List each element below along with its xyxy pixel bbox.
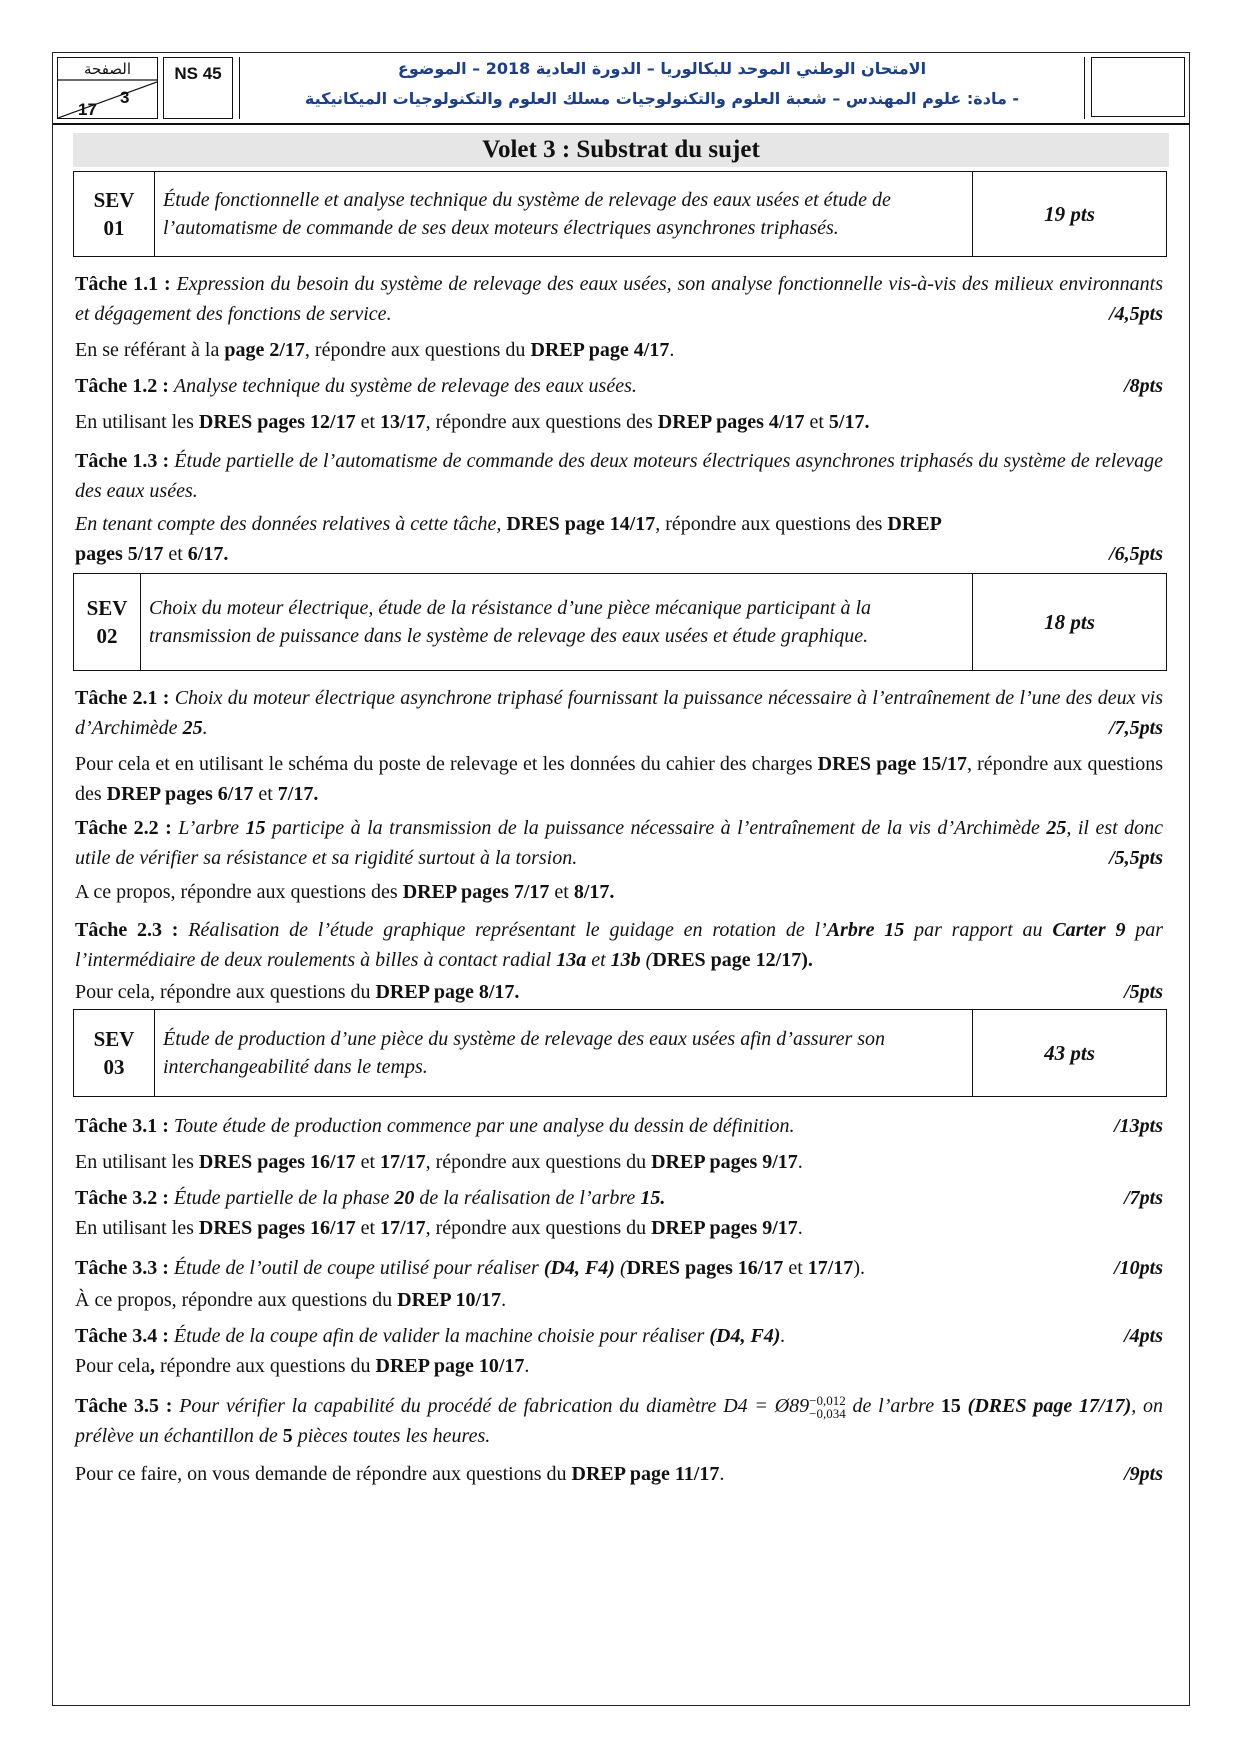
- task-2-3-points: /5pts: [1124, 981, 1163, 1003]
- task-1-3: Tâche 1.3 : Étude partielle de l’automatisme de commande des deux moteurs électriques asynchrones triphasés du système de relevage des eaux usées.: [75, 450, 1163, 502]
- sev-01-text: Étude fonctionnelle et analyse technique du système de relevage des eaux usées et étude de l’automatisme de commande de ses deux moteurs électriques asynchrones triphasés.: [155, 172, 973, 256]
- task-1-3-instruction: En tenant compte des données relatives à cette tâche, DRES page 14/17, répondre aux questions des DREP pages 5/17 et 6/17. /6,5pts: [75, 509, 1163, 569]
- task-2-2-points: /5,5pts: [1109, 847, 1163, 869]
- sev-02-code: SEV 02: [74, 574, 141, 670]
- task-2-1-points: /7,5pts: [1109, 717, 1163, 739]
- sev-02-points: 18 pts: [1044, 609, 1095, 634]
- exam-title-block: [239, 57, 1085, 119]
- task-1-2: Tâche 1.2 : Analyse technique du système de relevage des eaux usées. /8pts: [75, 371, 1163, 401]
- page-number-box: [57, 57, 158, 119]
- task-3-4: Tâche 3.4 : Étude de la coupe afin de valider la machine choisie pour réaliser (D4, F4). /4pts: [75, 1321, 1163, 1351]
- page-number: 3: [120, 88, 130, 107]
- task-2-3: Tâche 2.3 : Réalisation de l’étude graphique représentant le guidage en rotation de l’Arbre 15 par rapport au Carter 9 par l’intermédiaire de deux roulements à billes à contact radial 13a et 13b (DRES page 12/17).: [75, 919, 1164, 971]
- candidate-box: [1091, 57, 1185, 117]
- task-2-2: Tâche 2.2 : L’arbre 15 participe à la transmission de la puissance nécessaire à l’entraînement de la vis d’Archimède 25, il est donc utile de vérifier sa résistance et sa rigidité surtout à la torsion. /5,5pts: [75, 813, 1163, 873]
- task-2-2-instruction: A ce propos, répondre aux questions des DREP pages 7/17 et 8/17.: [75, 881, 615, 903]
- task-3-4-instruction: Pour cela, répondre aux questions du DREP page 10/17.: [75, 1355, 530, 1377]
- task-3-3: Tâche 3.3 : Étude de l’outil de coupe utilisé pour réaliser (D4, F4) (DRES pages 16/17 et 17/17). /10pts: [75, 1253, 1163, 1283]
- task-1-1-instruction: En se référant à la page 2/17, répondre aux questions du DREP page 4/17.: [75, 339, 675, 361]
- task-3-3-points: /10pts: [1114, 1257, 1163, 1279]
- sev-02-text: Choix du moteur électrique, étude de la résistance d’une pièce mécanique participant à la transmission de puissance dans le système de relevage des eaux usées et étude graphique.: [141, 574, 973, 670]
- sev-01-points: 19 pts: [1044, 201, 1095, 226]
- task-1-2-instruction: En utilisant les DRES pages 12/17 et 13/17, répondre aux questions des DREP pages 4/17 et 5/17.: [75, 411, 870, 433]
- task-3-1-points: /13pts: [1114, 1115, 1163, 1137]
- task-3-5: Tâche 3.5 : Pour vérifier la capabilité du procédé de fabrication du diamètre D4 = Ø89−0,012 −0,034 de l’arbre 15 (DRES page 17/17), on prélève un échantillon de 5 pièces toutes les heures.: [75, 1393, 1164, 1447]
- task-3-1: Tâche 3.1 : Toute étude de production commence par une analyse du dessin de définition. /13pts: [75, 1111, 1163, 1141]
- task-3-2-instruction: En utilisant les DRES pages 16/17 et 17/17, répondre aux questions du DREP pages 9/17.: [75, 1217, 803, 1239]
- exam-code: NS 45: [163, 57, 233, 119]
- task-1-2-points: /8pts: [1124, 375, 1163, 397]
- sev-03-code: SEV 03: [74, 1010, 155, 1096]
- sev-03-box: [73, 1009, 1167, 1097]
- page-total: 17: [78, 100, 97, 119]
- task-3-4-points: /4pts: [1124, 1325, 1163, 1347]
- exam-title-line1: الامتحان الوطني الموحد للبكالوريا – الدورة العادية 2018 – الموضوع: [397, 59, 927, 78]
- volet-title: Volet 3 : Substrat du sujet: [73, 133, 1169, 167]
- task-3-2-points: /7pts: [1124, 1187, 1163, 1209]
- page-frame: [52, 52, 1190, 1706]
- task-3-2: Tâche 3.2 : Étude partielle de la phase 20 de la réalisation de l’arbre 15. /7pts: [75, 1183, 1163, 1213]
- task-2-3-instruction: Pour cela, répondre aux questions du DREP page 8/17. /5pts: [75, 977, 1163, 1007]
- exam-title-line2: - مادة: علوم المهندس – شعبة العلوم والتكنولوجيات مسلك العلوم والتكنولوجيات الميكانيكية: [304, 89, 1020, 108]
- task-1-3-points: /6,5pts: [1109, 543, 1163, 565]
- task-2-1: Tâche 2.1 : Choix du moteur électrique asynchrone triphasé fournissant la puissance nécessaire à l’entraînement de l’une des deux vis d’Archimède 25. /7,5pts: [75, 683, 1163, 743]
- sev-03-text: Étude de production d’une pièce du système de relevage des eaux usées afin d’assurer son interchangeabilité dans le temps.: [155, 1010, 973, 1096]
- sev-03-points: 43 pts: [1044, 1040, 1095, 1065]
- task-3-5-instruction: Pour ce faire, on vous demande de répondre aux questions du DREP page 11/17. /9pts: [75, 1459, 1163, 1489]
- exam-header: [53, 53, 1189, 125]
- task-3-5-points: /9pts: [1124, 1463, 1163, 1485]
- page-label: الصفحة: [83, 60, 132, 78]
- sev-01-box: [73, 171, 1167, 257]
- task-3-3-instruction: À ce propos, répondre aux questions du DREP 10/17.: [75, 1289, 507, 1311]
- task-2-1-instruction: Pour cela et en utilisant le schéma du poste de relevage et les données du cahier des charges DRES page 15/17, répondre aux questions des DREP pages 6/17 et 7/17.: [75, 753, 1164, 805]
- tolerance: −0,012 −0,034: [809, 1393, 846, 1422]
- task-3-1-instruction: En utilisant les DRES pages 16/17 et 17/17, répondre aux questions du DREP pages 9/17.: [75, 1151, 803, 1173]
- sev-01-code: SEV 01: [74, 172, 155, 256]
- sev-02-box: [73, 573, 1167, 671]
- task-1-1: Tâche 1.1 : Expression du besoin du système de relevage des eaux usées, son analyse fonctionnelle vis-à-vis des milieux environnants et dégagement des fonctions de service. /4,5pts: [75, 269, 1163, 329]
- task-1-1-points: /4,5pts: [1109, 303, 1163, 325]
